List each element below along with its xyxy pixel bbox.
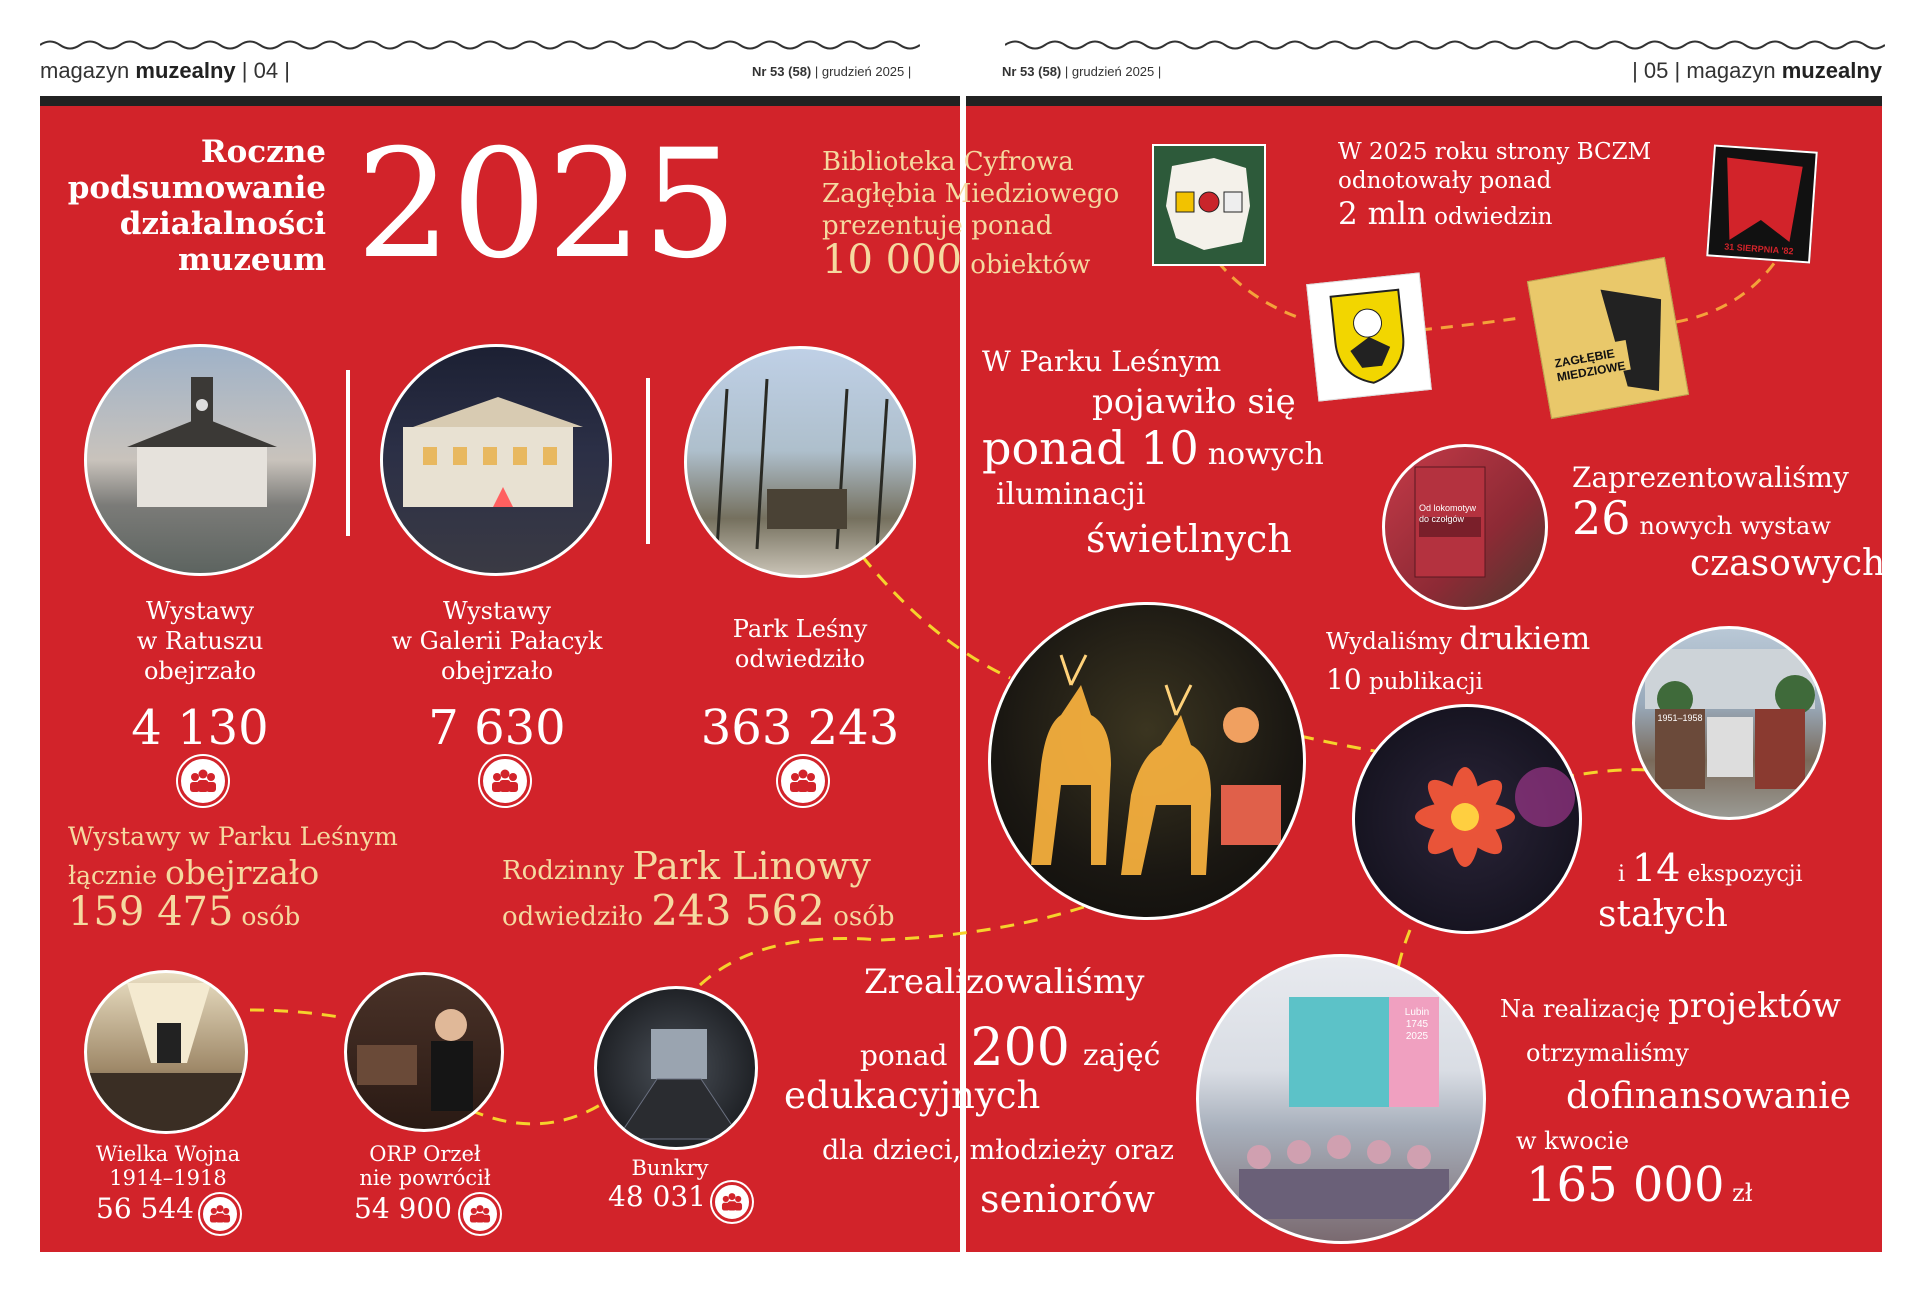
zajecia-audience: dla dzieci, młodzieży oraz [822, 1135, 1174, 1166]
people-icon [460, 1194, 500, 1234]
divider [646, 378, 650, 544]
projekty-text: Na realizację projektów otrzymaliśmy dofinansowanie w kwocie 165 000 zł [1500, 986, 1851, 1213]
right-header-brand: | 05 | magazyn muzealny [1632, 58, 1882, 83]
stat-park-label: Park Leśny odwiedziło [732, 615, 868, 673]
right-header-issue: Nr 53 (58) | grudzień 2025 | [1002, 64, 1162, 79]
galeria-palacyk-photo [380, 344, 612, 576]
sierpnia-poster [1706, 145, 1818, 264]
stat-ratusz-number: 4 130 [131, 700, 269, 756]
stat-palacyk-number: 7 630 [428, 700, 566, 756]
park-lesny-photo [684, 346, 916, 578]
stat-ratusz-label: Wystawy w Ratuszu obejrzało [136, 597, 264, 685]
bczm-text: W 2025 roku strony BCZM odnotowały ponad 2 mln odwiedzin [1338, 139, 1652, 232]
lokomotyw-label: Od lokomotyw do czołgów [1419, 503, 1477, 524]
left-header-brand: magazyn muzealny | 04 | [40, 58, 290, 83]
wielka-wojna-label: Wielka Wojna 1914–1918 [95, 1142, 241, 1190]
children-group-photo [1196, 954, 1486, 1244]
zaglebie-label: ZAGŁĘBIE MIEDZIOWE [1553, 346, 1627, 385]
year-2025: 2025 [356, 118, 738, 292]
zajecia-heading: Zrealizowaliśmy [864, 962, 1145, 1002]
reindeer-illumination-photo [988, 602, 1306, 920]
people-icon [480, 756, 530, 806]
people-icon [178, 756, 228, 806]
people-icon [778, 756, 828, 806]
park-exhibitions-text: Wystawy w Parku Leśnym łącznie obejrzało 159 475 osób [68, 822, 398, 935]
park-linowy-text: Rodzinny Park Linowy odwiedziło 243 562 osób [502, 844, 895, 935]
zajecia-seniorow: seniorów [980, 1177, 1156, 1221]
zajecia-edukacyjnych: edukacyjnych [784, 1074, 1041, 1117]
zaglebie-book-cover [1527, 257, 1689, 419]
bunkry-photo [594, 986, 758, 1150]
divider [346, 370, 350, 536]
biblioteka-text: Biblioteka Cyfrowa Zagłębia Miedziowego prezentuje ponad 10 000 obiektów [822, 147, 1120, 283]
wielka-wojna-number: 56 544 [96, 1192, 194, 1225]
flower-illumination-photo [1352, 704, 1582, 934]
orp-orzel-photo [344, 972, 504, 1132]
people-icon [712, 1182, 752, 1222]
summary-title: Roczne podsumowanie działalności muzeum [67, 134, 326, 278]
iluminacje-text: W Parku Leśnym pojawiło się ponad 10 nowych iluminacji świetlnych [982, 345, 1324, 561]
ratusz-photo [84, 344, 316, 576]
orp-orzel-number: 54 900 [354, 1192, 452, 1225]
orp-orzel-label: ORP Orzeł nie powrócił [359, 1142, 491, 1190]
permanent-exhibition-photo [1632, 626, 1826, 820]
zajecia-count: ponad 200 zajęć [860, 1018, 1161, 1078]
wielka-wojna-photo [84, 970, 248, 1134]
coat-of-arms-card [1306, 272, 1432, 401]
bunkry-number: 48 031 [608, 1180, 706, 1213]
left-header-issue: Nr 53 (58) | grudzień 2025 | [752, 64, 912, 79]
wystawa-label: 1951–1958 [1657, 713, 1703, 723]
bunkry-label: Bunkry [631, 1156, 709, 1180]
publikacje-text: Wydaliśmy drukiem 10 publikacji [1326, 621, 1591, 696]
people-icon [200, 1194, 240, 1234]
stat-park-number: 363 243 [700, 700, 900, 756]
lubin-label: Lubin 1745 2025 [1404, 1007, 1430, 1042]
publication-photo [1382, 444, 1548, 610]
stat-palacyk-label: Wystawy w Galerii Pałacyk obejrzało [391, 597, 603, 685]
sierpnia-label: 31 SIERPNIA '82 [1723, 241, 1794, 257]
wystawy-czasowe-text: Zaprezentowaliśmy 26 nowych wystaw czasowych [1572, 461, 1886, 584]
ekspozycje-text: i 14 ekspozycji stałych [1598, 846, 1803, 935]
poland-map-card [1152, 144, 1266, 266]
